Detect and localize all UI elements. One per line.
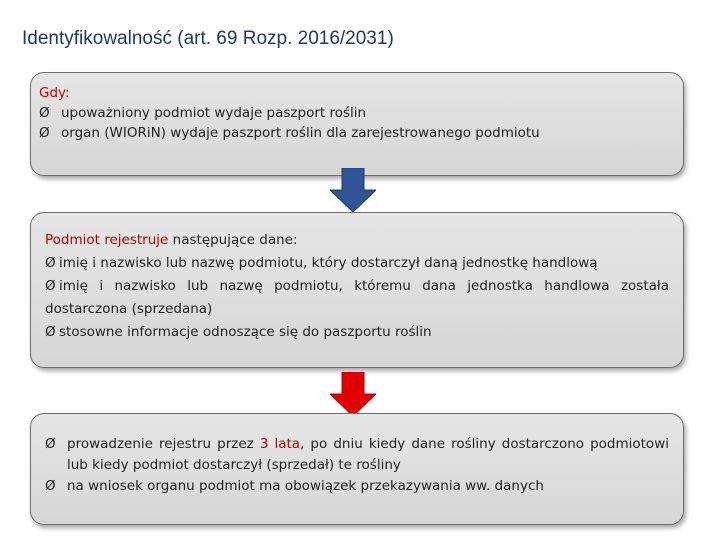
list-item: Ø na wniosek organu podmiot ma obowiązek przekazywania ww. danych xyxy=(45,476,669,497)
registered-data-box xyxy=(30,212,684,368)
list-item: Ø upoważniony podmiot wydaje paszport roślin xyxy=(39,105,367,121)
list-item: Ø organ (WIORiN) wydaje paszport roślin dla zarejestrowanego podmiotu xyxy=(39,125,540,141)
arrow-bullet-icon: Ø xyxy=(45,436,56,452)
arrow-bullet-icon: Ø xyxy=(45,255,56,271)
arrow-bullet-icon: Ø xyxy=(39,105,50,121)
register-obligations-box xyxy=(30,413,684,525)
list-item: Ø prowadzenie rejestru przez 3 lata, po dniu kiedy dane rośliny dostarczono podmiotowi lub kiedy podmiot dostarczył (sprzedał) te rośliny xyxy=(45,434,669,476)
arrow-bullet-icon: Ø xyxy=(45,324,56,340)
conditions-heading: Gdy: xyxy=(39,85,70,101)
page-title: Identyfikowalność (art. 69 Rozp. 2016/2031) xyxy=(22,28,394,49)
list-item: Ø stosowne informacje odnoszące się do paszportu roślin xyxy=(45,321,669,344)
red-down-arrow-icon xyxy=(330,372,376,416)
list-item: Ø imię i nazwisko lub nazwę podmiotu, któremu dana jednostka handlowa została dostarczona (sprzedana) xyxy=(45,275,669,321)
list-item: Ø imię i nazwisko lub nazwę podmiotu, który dostarczył daną jednostkę handlową xyxy=(45,252,669,275)
conditions-box xyxy=(30,72,684,176)
blue-down-arrow-icon xyxy=(330,168,376,212)
registered-data-heading: Podmiot rejestruje następujące dane: xyxy=(45,232,298,248)
arrow-bullet-icon: Ø xyxy=(45,278,56,294)
arrow-bullet-icon: Ø xyxy=(39,125,50,141)
arrow-bullet-icon: Ø xyxy=(45,478,56,494)
